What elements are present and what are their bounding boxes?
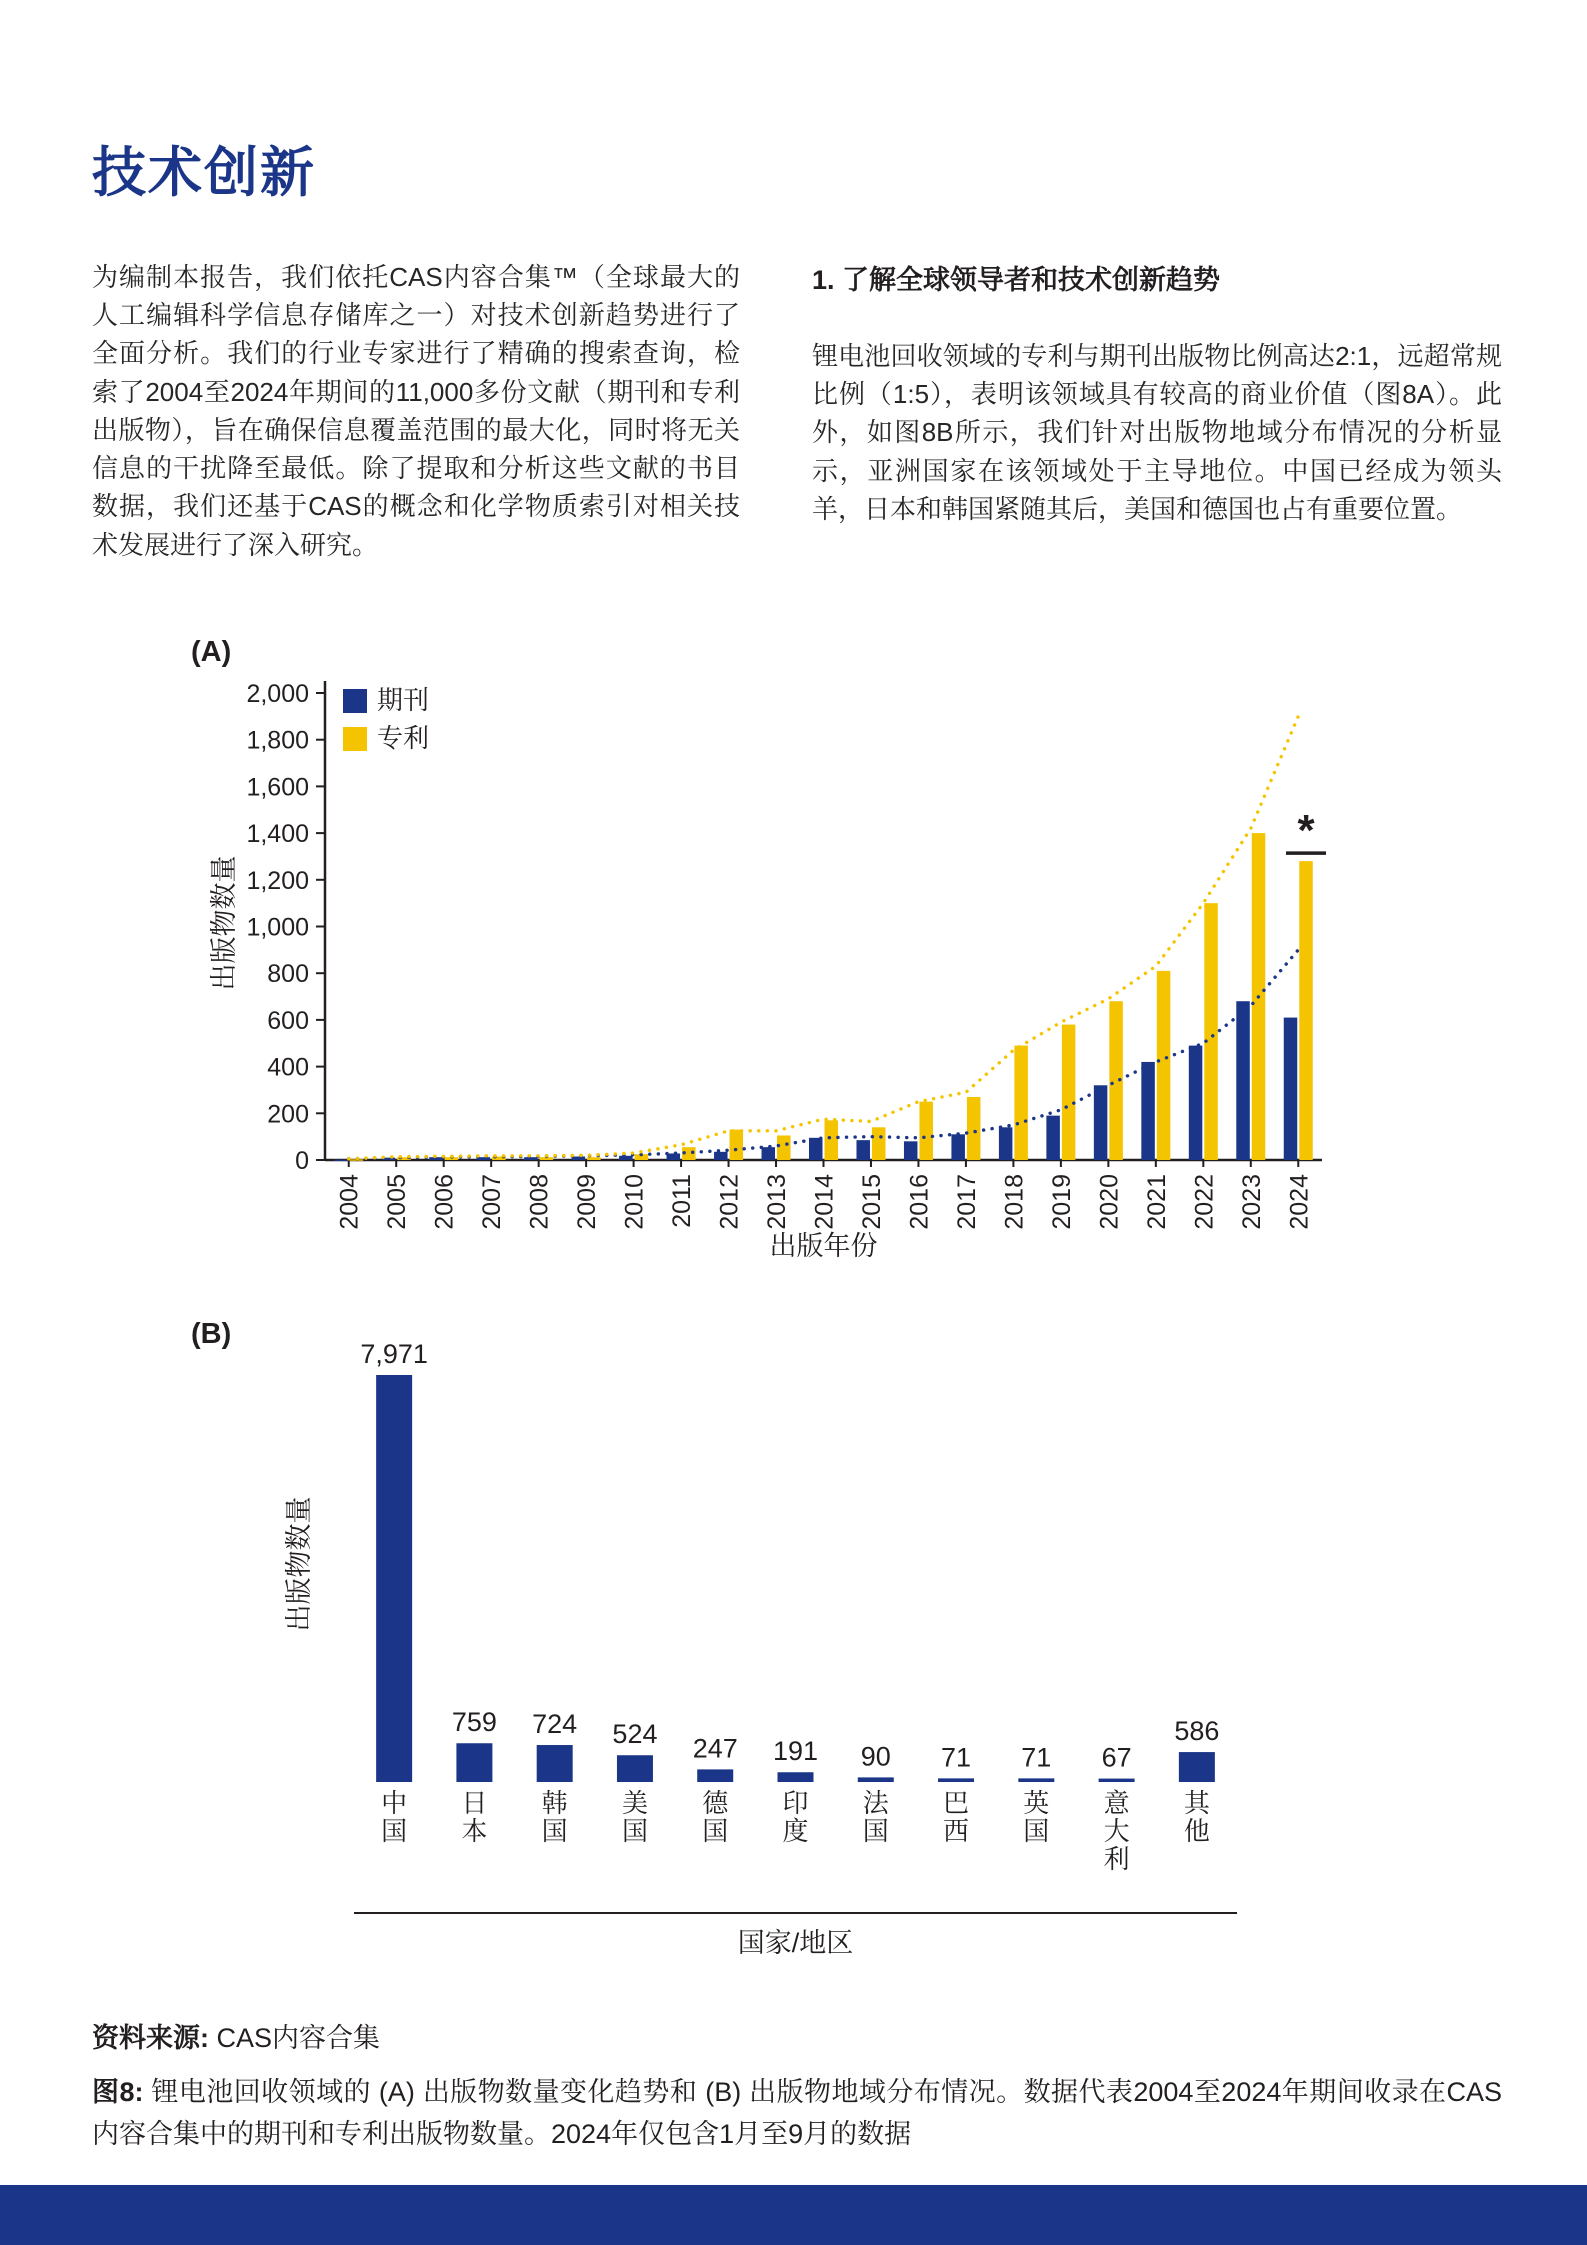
svg-text:2012: 2012 — [715, 1174, 744, 1230]
svg-text:191: 191 — [772, 1736, 819, 1767]
svg-text:法国: 法国 — [862, 1788, 889, 1846]
svg-text:中国: 中国 — [381, 1788, 408, 1846]
source-line — [92, 2016, 380, 2055]
svg-text:德国: 德国 — [702, 1788, 729, 1846]
svg-text:美国: 美国 — [621, 1788, 648, 1846]
svg-text:意大利: 意大利 — [1103, 1788, 1130, 1874]
source-label: 资料来源: — [92, 2023, 209, 2053]
svg-text:韩国: 韩国 — [541, 1788, 568, 1846]
svg-text:1,200: 1,200 — [246, 866, 309, 895]
legend — [343, 685, 429, 753]
caption-label: 图8: — [92, 2077, 144, 2107]
svg-text:0: 0 — [295, 1147, 309, 1175]
svg-text:759: 759 — [451, 1707, 497, 1738]
svg-text:724: 724 — [532, 1709, 578, 1740]
svg-text:英国: 英国 — [1023, 1788, 1050, 1846]
svg-text:其他: 其他 — [1183, 1788, 1210, 1846]
svg-text:524: 524 — [612, 1719, 658, 1750]
svg-text:2013: 2013 — [763, 1174, 792, 1230]
country-distribution-chart — [185, 1332, 1425, 1992]
svg-text:2020: 2020 — [1095, 1174, 1124, 1230]
svg-text:2,000: 2,000 — [246, 680, 309, 708]
page-title: 技术创新 — [92, 143, 316, 203]
svg-text:出版物数量: 出版物数量 — [284, 1496, 314, 1632]
svg-text:1,400: 1,400 — [246, 820, 309, 849]
svg-text:专利: 专利 — [377, 723, 430, 753]
svg-text:1,600: 1,600 — [246, 773, 309, 802]
svg-text:200: 200 — [267, 1100, 309, 1129]
section-heading: 1. 了解全球领导者和技术创新趋势 — [812, 265, 1221, 295]
svg-text:2014: 2014 — [810, 1174, 839, 1230]
svg-text:1,000: 1,000 — [246, 913, 309, 942]
svg-text:2017: 2017 — [952, 1174, 981, 1230]
footer-bar — [0, 2185, 1587, 2245]
svg-text:2021: 2021 — [1142, 1174, 1171, 1230]
figure-caption — [92, 2072, 1502, 2156]
caption-text: 锂电池回收领域的 (A) 出版物数量变化趋势和 (B) 出版物地域分布情况。数据代表2004至2024年期间收录在CAS内容合集中的期刊和专利出版物数量。2024年仅包含1月至9月的数据 — [92, 2077, 1502, 2149]
axes — [316, 681, 1322, 1167]
svg-text:400: 400 — [267, 1053, 309, 1082]
intro-paragraph-left: 为编制本报告，我们依托CAS内容合集™（全球最大的人工编辑科学信息存储库之一）对技术创新趋势进行了全面分析。我们的行业专家进行了精确的搜索查询，检索了2004至2024年期间的11,000多份文献（期刊和专利出版物），旨在确保信息覆盖范围的最大化，同时将无关信息的干扰降至最低。除了提取和分析这些文献的书目数据，我们还基于CAS的概念和化学物质索引对相关技术发展进行了深入研究。 — [92, 262, 740, 560]
svg-text:2010: 2010 — [620, 1174, 649, 1230]
svg-text:印度: 印度 — [782, 1788, 809, 1846]
svg-text:出版物数量: 出版物数量 — [209, 855, 239, 991]
intro-section — [92, 258, 1502, 564]
svg-text:2024: 2024 — [1285, 1174, 1314, 1230]
svg-text:2009: 2009 — [573, 1174, 602, 1230]
svg-text:67: 67 — [1101, 1742, 1132, 1773]
svg-text:2005: 2005 — [383, 1174, 412, 1230]
svg-text:2007: 2007 — [478, 1174, 507, 1230]
panel-a-label: (A) — [191, 636, 232, 668]
value-labels — [360, 1339, 1219, 1773]
svg-text:期刊: 期刊 — [377, 685, 430, 715]
svg-text:国家/地区: 国家/地区 — [737, 1928, 854, 1958]
svg-text:出版年份: 出版年份 — [769, 1231, 878, 1261]
source-value: CAS内容合集 — [216, 2023, 381, 2053]
publications-trend-chart — [185, 655, 1425, 1295]
svg-text:800: 800 — [267, 960, 309, 989]
axis-labels — [209, 680, 1326, 1261]
svg-text:71: 71 — [941, 1742, 972, 1773]
svg-text:2011: 2011 — [668, 1174, 697, 1228]
svg-text:2016: 2016 — [905, 1174, 934, 1230]
panel-b-label: (B) — [191, 1318, 232, 1350]
svg-text:2018: 2018 — [1000, 1174, 1029, 1230]
svg-text:247: 247 — [692, 1733, 738, 1764]
svg-text:2015: 2015 — [857, 1174, 886, 1230]
trend-dotted-lines — [349, 716, 1299, 1158]
svg-text:2008: 2008 — [525, 1174, 554, 1230]
svg-text:1,800: 1,800 — [246, 726, 309, 755]
svg-text:2004: 2004 — [335, 1174, 364, 1230]
intro-right-column — [812, 258, 1502, 564]
svg-text:日本: 日本 — [461, 1788, 488, 1846]
svg-text:*: * — [1297, 806, 1315, 856]
svg-text:2006: 2006 — [430, 1174, 459, 1230]
svg-text:90: 90 — [860, 1741, 891, 1772]
svg-text:586: 586 — [1174, 1716, 1220, 1747]
bars — [376, 1375, 1215, 1782]
svg-text:2022: 2022 — [1190, 1174, 1219, 1230]
svg-text:600: 600 — [267, 1006, 309, 1035]
category-labels — [381, 1788, 1212, 1874]
svg-text:2019: 2019 — [1047, 1174, 1076, 1230]
svg-text:巴西: 巴西 — [943, 1788, 970, 1846]
intro-paragraph-right: 锂电池回收领域的专利与期刊出版物比例高达2:1，远超常规比例（1:5），表明该领域具有较高的商业价值（图8A）。此外，如图8B所示，我们针对出版物地域分布情况的分析显示，亚洲国家在该领域处于主导地位。中国已经成为领头羊，日本和韩国紧随其后，美国和德国也占有重要位置。 — [812, 341, 1502, 524]
svg-text:2023: 2023 — [1237, 1174, 1266, 1230]
svg-text:7,971: 7,971 — [360, 1339, 428, 1369]
svg-text:71: 71 — [1021, 1742, 1052, 1773]
bars — [334, 833, 1313, 1161]
